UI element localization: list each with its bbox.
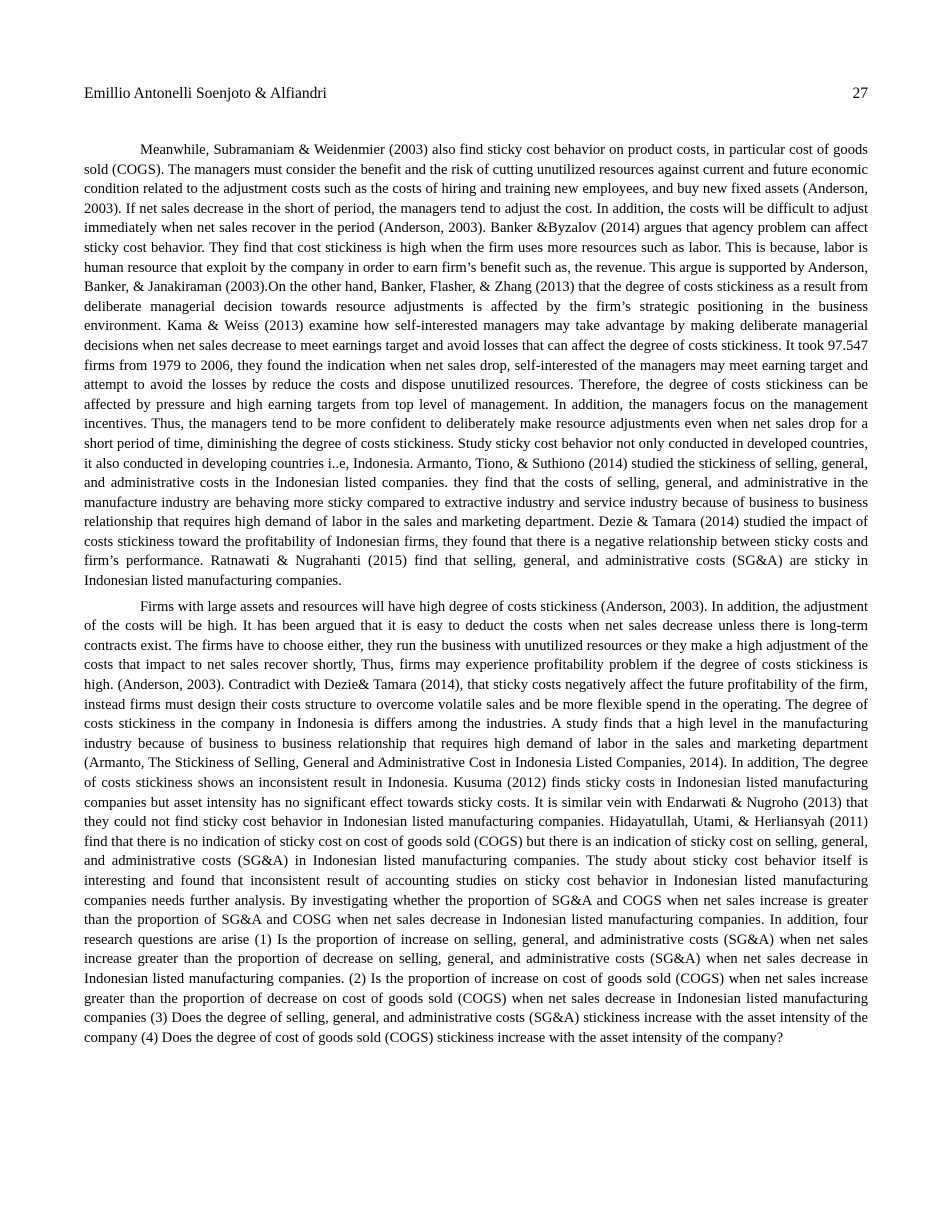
running-header — [84, 83, 868, 105]
paragraph: Meanwhile, Subramaniam & Weidenmier (2003) also find sticky cost behavior on product costs, in particular cost of goods sold (COGS). The managers must consider the benefit and the risk of cutting unutilized resources against current and future economic condition related to the adjustment costs such as the costs of hiring and training new employees, and buy new fixed assets (Anderson, 2003). If net sales decrease in the short of period, the managers tend to adjust the cost. In addition, the costs will be difficult to adjust immediately when net sales recover in the period (Anderson, 2003). Banker &Byzalov (2014) argues that agency problem can affect sticky cost behavior. They find that cost stickiness is high when the firm uses more resources such as labor. This is because, labor is human resource that exploit by the company in order to earn firm’s benefit such as, the revenue. This argue is supported by Anderson, Banker, & Janakiraman (2003).On the other hand, Banker, Flasher, & Zhang (2013) that the degree of costs stickiness as a result from deliberate managerial decision towards resource adjustments is affected by the firm’s strategic positioning in the business environment. Kama & Weiss (2013) examine how self-interested managers may take advantage by making deliberate managerial decisions when net sales decrease to meet earnings target and avoid losses that can affect the degree of costs stickiness. It took 97.547 firms from 1979 to 2006, they found the indication when net sales drop, self-interested of the managers may meet earning target and attempt to avoid the losses by reduce the costs and dispose unutilized resources. Therefore, the degree of costs stickiness can be affected by pressure and high earning targets from top level of management. In addition, the managers focus on the management incentives. Thus, the managers tend to be more confident to deliberately make resource adjustments even when net sales drop for a short period of time, diminishing the degree of costs stickiness. Study sticky cost behavior not only conducted in developed countries, it also conducted in developing countries i..e, Indonesia. Armanto, Tiono, & Suthiono (2014) studied the stickiness of selling, general, and administrative costs in the Indonesian listed companies. they find that the costs of selling, general, and administrative in the manufacture industry are behaving more sticky compared to extractive industry and service industry because of business to business relationship that requires high demand of labor in the sales and marketing department. Dezie & Tamara (2014) studied the impact of costs stickiness toward the profitability of Indonesian firms, they found that there is a negative relationship between sticky costs and firm’s performance. Ratnawati & Nugrahanti (2015) find that selling, general, and administrative costs (SG&A) are sticky in Indonesian listed manufacturing companies. — [84, 142, 868, 590]
header-authors: Emillio Antonelli Soenjoto & Alfiandri — [84, 85, 327, 102]
page-number: 27 — [852, 85, 868, 102]
page — [84, 83, 868, 1054]
body-text — [84, 141, 868, 1048]
paragraph: Firms with large assets and resources will have high degree of costs stickiness (Anderson, 2003). In addition, the adjustment of the costs will be high. It has been argued that it is easy to deduct the costs when net sales decrease unless there is long-term contracts exist. The firms have to choose either, they run the business with unutilized resources or they make a high adjustment of the costs that impact to net sales recover shortly, Thus, firms may experience profitability problem if the degree of costs stickiness is high. (Anderson, 2003). Contradict with Dezie& Tamara (2014), that sticky costs negatively affect the future profitability of the firm, instead firms must design their costs structure to overcome volatile sales and be more flexible spend in the operating. The degree of costs stickiness in the company in Indonesia is differs among the industries. A study finds that a high level in the manufacturing industry because of business to business relationship that requires high demand of labor in the sales and marketing department (Armanto, The Stickiness of Selling, General and Administrative Cost in Indonesia Listed Companies, 2014). In addition, The degree of costs stickiness shows an inconsistent result in Indonesia. Kusuma (2012) finds sticky costs in Indonesian listed manufacturing companies but asset intensity has no significant effect towards sticky costs. It is similar vein with Endarwati & Nugroho (2013) that they could not find sticky cost behavior in Indonesian listed manufacturing companies. Hidayatullah, Utami, & Herliansyah (2011) find that there is no indication of sticky cost on cost of goods sold (COGS) but there is an indication of sticky cost on selling, general, and administrative costs (SG&A) in Indonesian listed manufacturing companies. The study about sticky cost behavior itself is interesting and found that inconsistent result of accounting studies on sticky cost behavior in Indonesian listed manufacturing companies needs further analysis. By investigating whether the proportion of SG&A and COGS when net sales increase is greater than the proportion of SG&A and COSG when net sales decrease in Indonesian listed manufacturing companies. In addition, four research questions are arise (1) Is the proportion of increase on selling, general, and administrative costs (SG&A) when net sales increase greater than the proportion of decrease on selling, general, and administrative costs (SG&A) when net sales decrease in Indonesian listed manufacturing companies. (2) Is the proportion of increase on cost of goods sold (COGS) when net sales increase greater than the proportion of decrease on cost of goods sold (COGS) when net sales decrease in Indonesian listed manufacturing companies (3) Does the degree of selling, general, and administrative costs (SG&A) stickiness increase with the asset intensity of the company (4) Does the degree of cost of goods sold (COGS) stickiness increase with the asset intensity of the company? — [84, 598, 868, 1046]
